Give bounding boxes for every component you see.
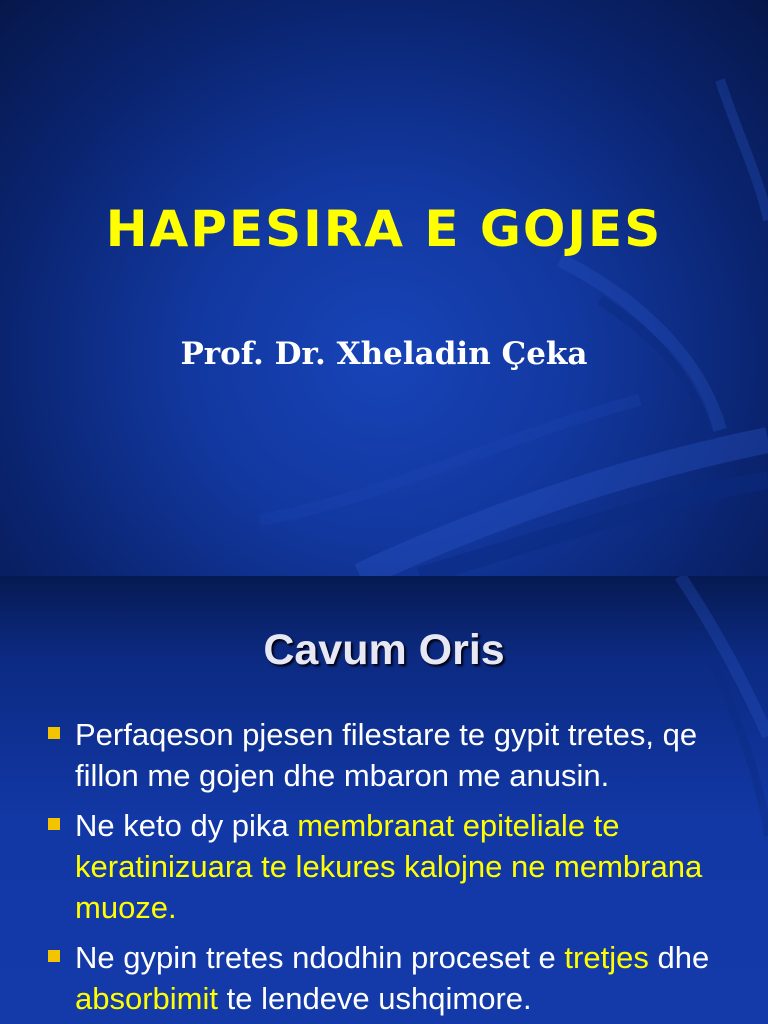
square-bullet-icon: [48, 950, 60, 962]
slide-title-heading: HAPESIRA E GOJES: [105, 200, 663, 258]
square-bullet-icon: [48, 818, 60, 830]
bullet-text-segment: te lendeve ushqimore.: [218, 981, 532, 1016]
bullet-text-segment: dhe: [648, 940, 710, 975]
slide-content: [0, 576, 768, 1024]
author-subtitle: Prof. Dr. Xheladin Çeka: [180, 336, 588, 372]
bullet-text-segment: Ne keto dy pika: [75, 808, 298, 843]
slide-heading: Cavum Oris: [263, 626, 505, 674]
bullet-text-segment: Perfaqeson pjesen filestare te gypit tretes, qe fillon me gojen dhe mbaron me anusin.: [75, 717, 698, 793]
highlighted-text: tretjes: [564, 940, 649, 975]
bullet-text: [75, 940, 709, 1016]
bullet-item: [44, 714, 744, 796]
highlighted-text: membranat epiteliale te keratinizuara te lekures kalojne ne membrana muoze.: [75, 808, 703, 925]
highlighted-text: absorbimit: [75, 981, 218, 1016]
bullet-item: [44, 805, 744, 928]
bullet-text: [75, 808, 702, 925]
bullet-item: [44, 937, 744, 1019]
bullet-list: [44, 714, 744, 1024]
square-bullet-icon: [48, 727, 60, 739]
bullet-text-segment: Ne gypin tretes ndodhin proceset e: [75, 940, 565, 975]
bullet-text: [75, 717, 697, 793]
